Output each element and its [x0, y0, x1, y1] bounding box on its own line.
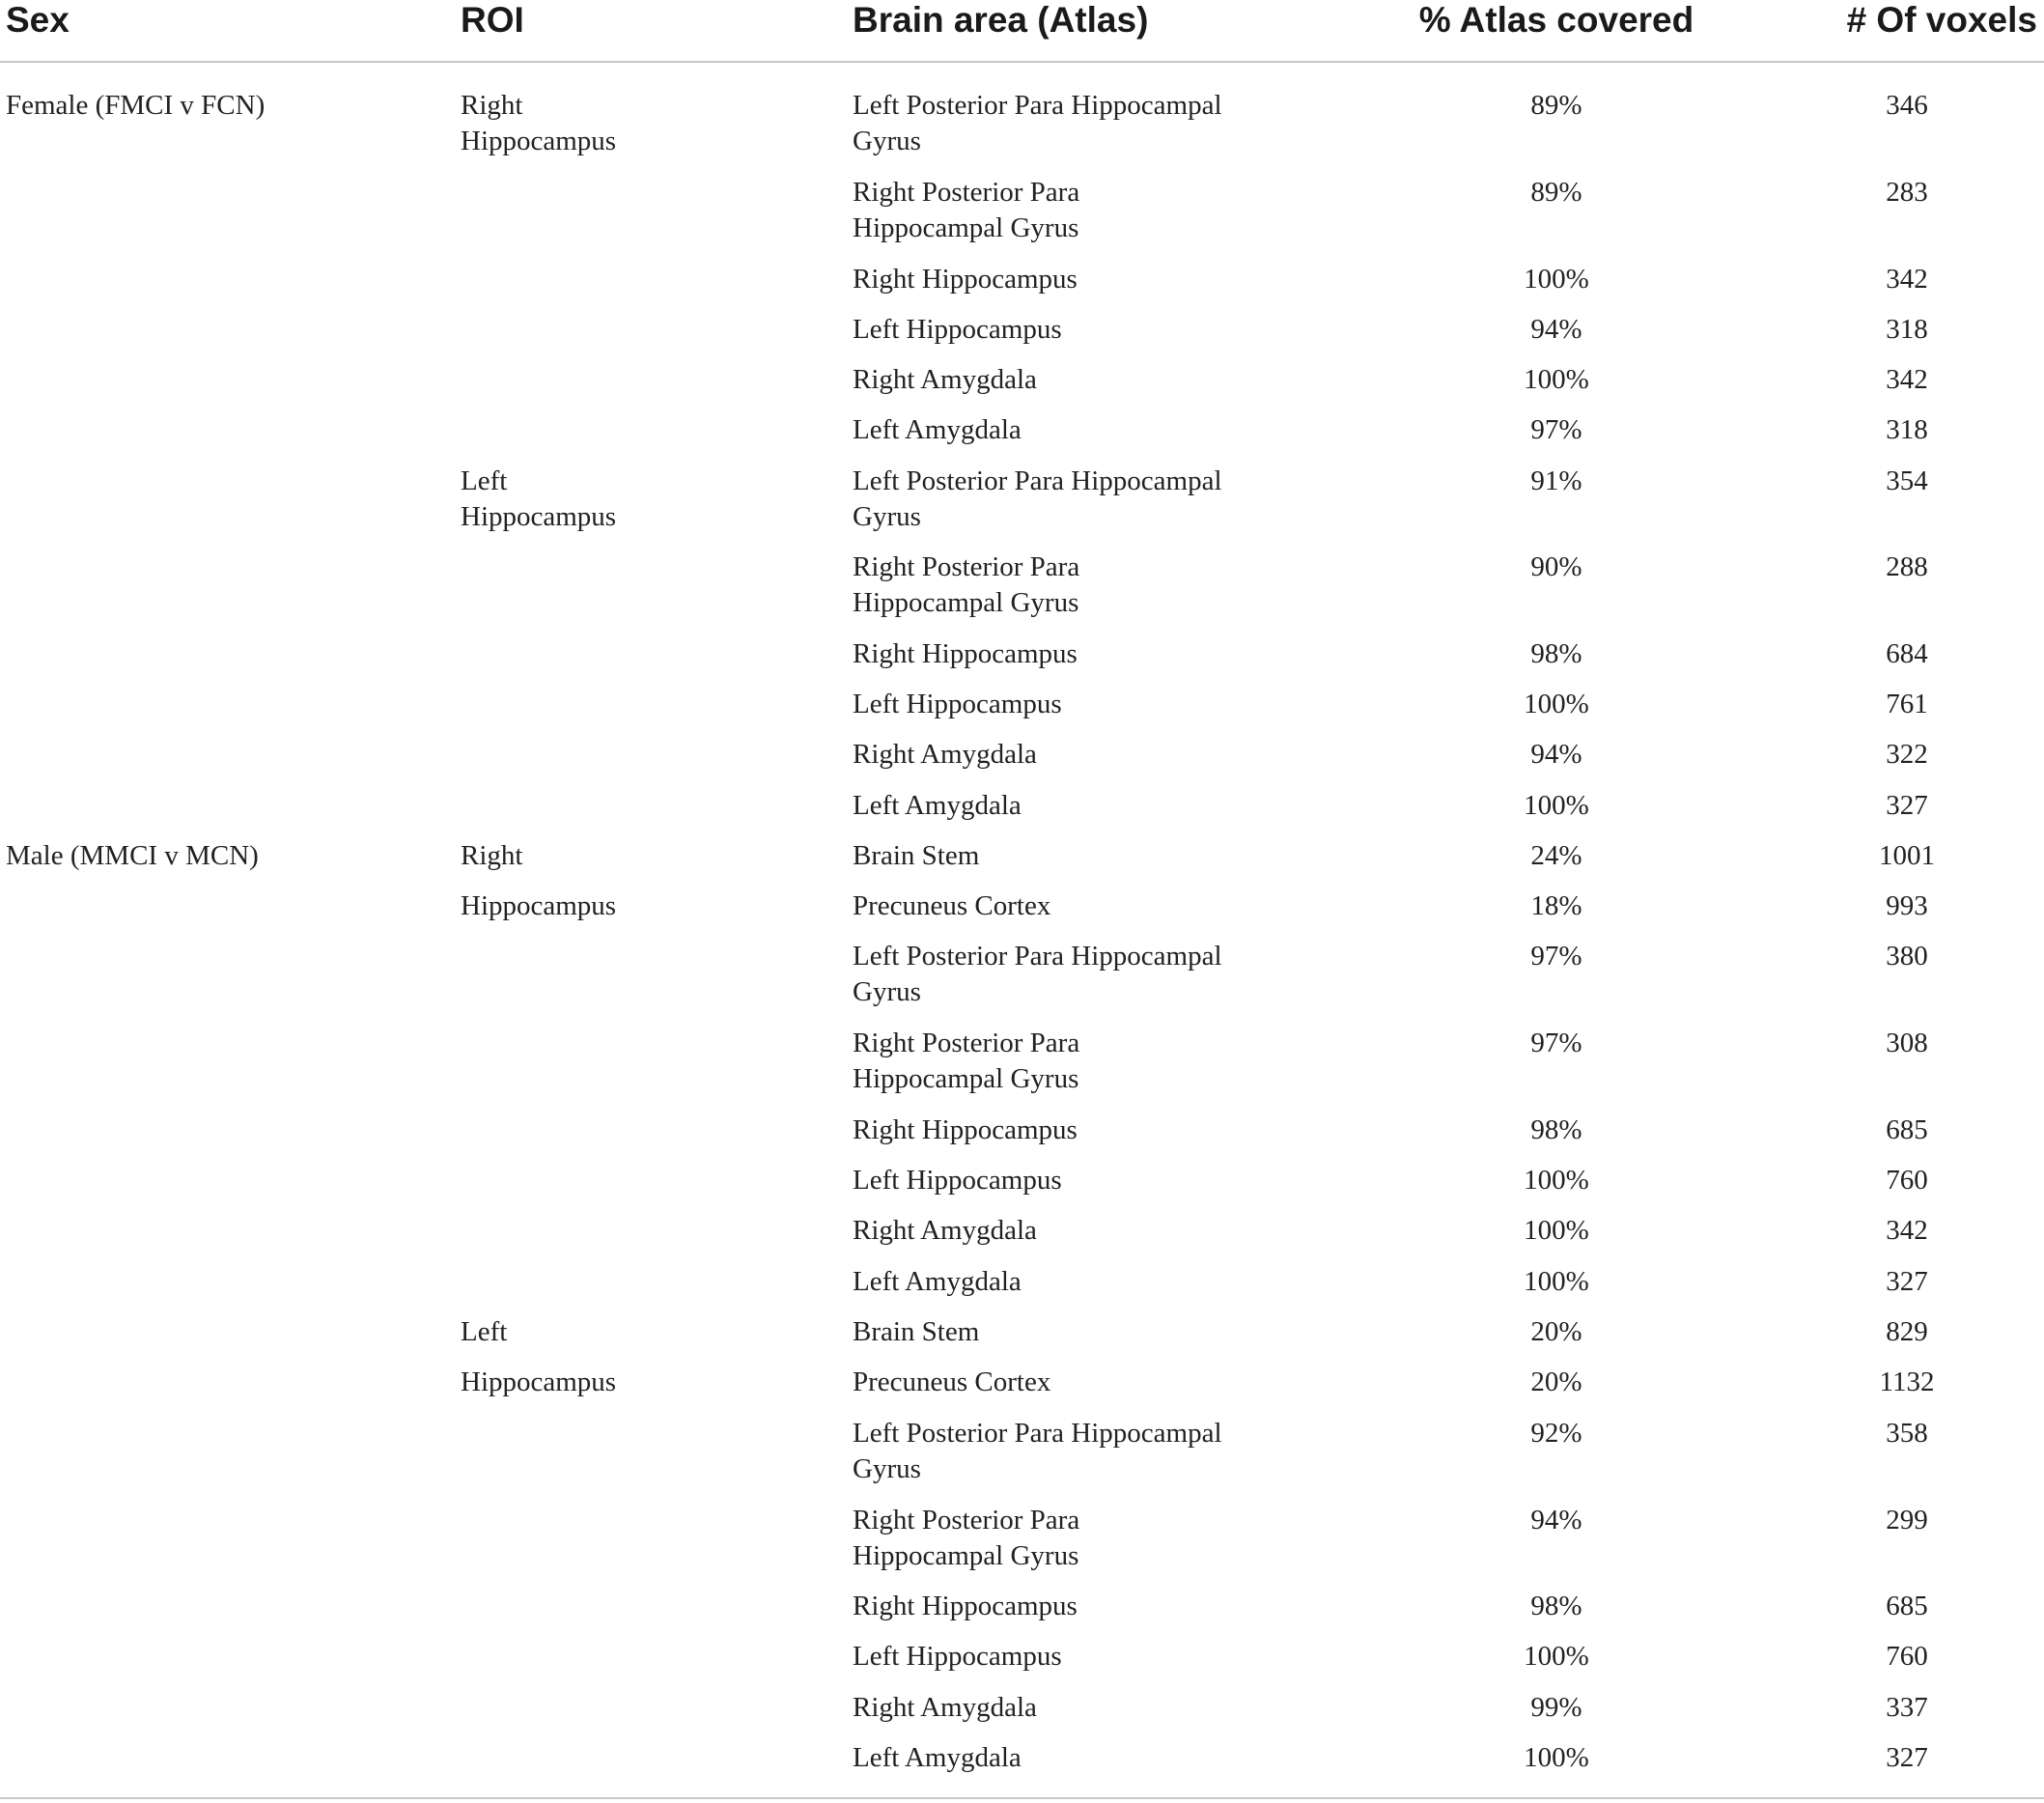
brain-area-cell — [853, 1314, 1355, 1350]
atlas-covered-cell: 97% — [1530, 414, 1582, 445]
brain-area-cell — [853, 687, 1355, 722]
brain-area-line: Hippocampal Gyrus — [853, 1063, 1079, 1094]
brain-area-line: Left Posterior Para Hippocampal — [853, 1418, 1222, 1449]
voxels-cell: 1001 — [1879, 840, 1935, 871]
brain-area-cell — [853, 1740, 1355, 1776]
atlas-covered-cell: 18% — [1530, 890, 1582, 921]
brain-area-cell — [853, 1213, 1355, 1249]
voxels-cell: 288 — [1886, 551, 1928, 582]
atlas-covered-cell: 100% — [1524, 689, 1589, 719]
brain-area-cell — [853, 362, 1355, 398]
brain-area-cell — [853, 1026, 1355, 1097]
sex-female: Female (FMCI v FCN) — [6, 90, 266, 121]
atlas-covered-cell: 100% — [1524, 1165, 1589, 1196]
brain-area-line: Left Posterior Para Hippocampal — [853, 941, 1222, 972]
atlas-covered-cell: 90% — [1530, 551, 1582, 582]
brain-area-line: Gyrus — [853, 1453, 921, 1484]
voxels-cell: 283 — [1886, 177, 1928, 208]
brain-area-line: Gyrus — [853, 501, 921, 532]
voxels-cell: 327 — [1886, 1742, 1928, 1773]
brain-area-line: Left Amygdala — [853, 790, 1022, 821]
brain-area-line: Left Hippocampus — [853, 314, 1062, 345]
roi-line: Right — [461, 90, 523, 121]
roi-line: Left — [461, 465, 508, 496]
atlas-covered-cell: 94% — [1530, 1505, 1582, 1535]
brain-area-line: Precuneus Cortex — [853, 1366, 1051, 1397]
brain-area-line: Left Hippocampus — [853, 689, 1062, 719]
atlas-covered-cell: 91% — [1530, 465, 1582, 496]
brain-area-line: Left Hippocampus — [853, 1165, 1062, 1196]
sex-male: Male (MMCI v MCN) — [6, 840, 259, 871]
brain-area-cell — [853, 1416, 1355, 1487]
atlas-covered-cell: 99% — [1530, 1692, 1582, 1723]
roi-female-left — [461, 464, 827, 535]
brain-area-line: Left Hippocampus — [853, 1641, 1062, 1672]
atlas-covered-cell: 24% — [1530, 840, 1582, 871]
roi-line: Left — [461, 1316, 508, 1347]
brain-area-line: Gyrus — [853, 976, 921, 1007]
brain-area-line: Right Amygdala — [853, 739, 1037, 770]
brain-area-cell — [853, 412, 1355, 448]
brain-area-cell — [853, 939, 1355, 1010]
voxels-cell: 342 — [1886, 264, 1928, 295]
atlas-covered-cell: 94% — [1530, 739, 1582, 770]
roi-male-right — [461, 838, 827, 924]
atlas-covered-cell: 98% — [1530, 638, 1582, 669]
voxels-cell: 327 — [1886, 1266, 1928, 1297]
voxels-cell: 299 — [1886, 1505, 1928, 1535]
brain-area-cell — [853, 838, 1355, 874]
brain-area-line: Left Posterior Para Hippocampal — [853, 90, 1222, 121]
voxels-cell: 684 — [1886, 638, 1928, 669]
brain-area-cell — [853, 1264, 1355, 1300]
brain-area-line: Right Hippocampus — [853, 264, 1078, 295]
atlas-covered-cell: 92% — [1530, 1418, 1582, 1449]
brain-area-line: Right Amygdala — [853, 1692, 1037, 1723]
voxels-cell: 327 — [1886, 790, 1928, 821]
atlas-covered-cell: 100% — [1524, 1266, 1589, 1297]
voxels-cell: 761 — [1886, 689, 1928, 719]
atlas-covered-cell: 100% — [1524, 790, 1589, 821]
roi-line: Hippocampus — [461, 501, 617, 532]
brain-area-line: Right Posterior Para — [853, 1505, 1080, 1535]
brain-area-cell — [853, 1113, 1355, 1148]
atlas-covered-cell: 97% — [1530, 1028, 1582, 1058]
voxels-cell: 318 — [1886, 414, 1928, 445]
voxels-cell: 308 — [1886, 1028, 1928, 1058]
roi-line: Hippocampus — [461, 890, 617, 921]
brain-area-line: Left Amygdala — [853, 414, 1022, 445]
brain-area-line: Hippocampal Gyrus — [853, 587, 1079, 618]
brain-area-cell — [853, 175, 1355, 246]
voxels-cell: 760 — [1886, 1165, 1928, 1196]
brain-area-cell — [853, 1690, 1355, 1726]
brain-area-line: Gyrus — [853, 126, 921, 156]
voxels-cell: 1132 — [1879, 1366, 1935, 1397]
voxels-cell: 342 — [1886, 364, 1928, 395]
brain-area-cell — [853, 464, 1355, 535]
voxels-cell: 993 — [1886, 890, 1928, 921]
brain-area-line: Brain Stem — [853, 1316, 980, 1347]
brain-area-cell — [853, 312, 1355, 348]
brain-area-line: Right Hippocampus — [853, 1114, 1078, 1145]
voxels-cell: 685 — [1886, 1591, 1928, 1621]
header-voxels: # Of voxels — [1846, 0, 2037, 40]
brain-area-cell — [853, 788, 1355, 824]
header-sex: Sex — [6, 0, 70, 40]
voxels-cell: 322 — [1886, 739, 1928, 770]
voxels-cell: 318 — [1886, 314, 1928, 345]
atlas-covered-cell: 100% — [1524, 264, 1589, 295]
atlas-covered-cell: 20% — [1530, 1316, 1582, 1347]
brain-area-cell — [853, 888, 1355, 924]
bottom-rule — [0, 1797, 2044, 1799]
brain-area-cell — [853, 1639, 1355, 1675]
brain-area-line: Right Posterior Para — [853, 1028, 1080, 1058]
brain-area-line: Left Posterior Para Hippocampal — [853, 465, 1222, 496]
header-brain-area: Brain area (Atlas) — [853, 0, 1149, 40]
brain-area-line: Right Hippocampus — [853, 638, 1078, 669]
roi-line: Hippocampus — [461, 1366, 617, 1397]
brain-area-line: Hippocampal Gyrus — [853, 212, 1079, 243]
voxels-cell: 346 — [1886, 90, 1928, 121]
voxels-cell: 829 — [1886, 1316, 1928, 1347]
brain-area-line: Precuneus Cortex — [853, 890, 1051, 921]
voxels-cell: 342 — [1886, 1215, 1928, 1246]
atlas-covered-cell: 98% — [1530, 1591, 1582, 1621]
roi-female-right — [461, 88, 827, 159]
atlas-covered-cell: 98% — [1530, 1114, 1582, 1145]
brain-area-cell — [853, 636, 1355, 672]
brain-area-line: Right Posterior Para — [853, 177, 1080, 208]
atlas-covered-cell: 100% — [1524, 1742, 1589, 1773]
brain-area-cell — [853, 1163, 1355, 1198]
roi-line: Hippocampus — [461, 126, 617, 156]
brain-area-cell — [853, 1365, 1355, 1400]
atlas-covered-cell: 97% — [1530, 941, 1582, 972]
voxels-cell: 337 — [1886, 1692, 1928, 1723]
brain-area-cell — [853, 262, 1355, 297]
brain-area-line: Hippocampal Gyrus — [853, 1540, 1079, 1571]
voxels-cell: 685 — [1886, 1114, 1928, 1145]
atlas-covered-cell: 94% — [1530, 314, 1582, 345]
brain-area-cell — [853, 88, 1355, 159]
brain-area-cell — [853, 1503, 1355, 1574]
roi-male-left — [461, 1314, 827, 1400]
voxels-cell: 358 — [1886, 1418, 1928, 1449]
brain-area-cell — [853, 549, 1355, 621]
brain-area-line: Left Amygdala — [853, 1266, 1022, 1297]
header-atlas-covered: % Atlas covered — [1418, 0, 1694, 40]
atlas-covered-cell: 100% — [1524, 1641, 1589, 1672]
brain-area-line: Right Posterior Para — [853, 551, 1080, 582]
roi-line: Right — [461, 840, 523, 871]
atlas-covered-cell: 89% — [1530, 90, 1582, 121]
atlas-covered-cell: 100% — [1524, 364, 1589, 395]
voxels-cell: 354 — [1886, 465, 1928, 496]
brain-area-cell — [853, 737, 1355, 773]
brain-area-line: Right Amygdala — [853, 364, 1037, 395]
brain-area-line: Right Amygdala — [853, 1215, 1037, 1246]
atlas-covered-cell: 89% — [1530, 177, 1582, 208]
atlas-covered-cell: 20% — [1530, 1366, 1582, 1397]
brain-area-cell — [853, 1589, 1355, 1624]
brain-area-line: Right Hippocampus — [853, 1591, 1078, 1621]
voxels-cell: 380 — [1886, 941, 1928, 972]
atlas-covered-cell: 100% — [1524, 1215, 1589, 1246]
brain-area-line: Left Amygdala — [853, 1742, 1022, 1773]
header-rule — [0, 61, 2044, 63]
brain-area-line: Brain Stem — [853, 840, 980, 871]
voxels-cell: 760 — [1886, 1641, 1928, 1672]
header-roi: ROI — [461, 0, 524, 40]
